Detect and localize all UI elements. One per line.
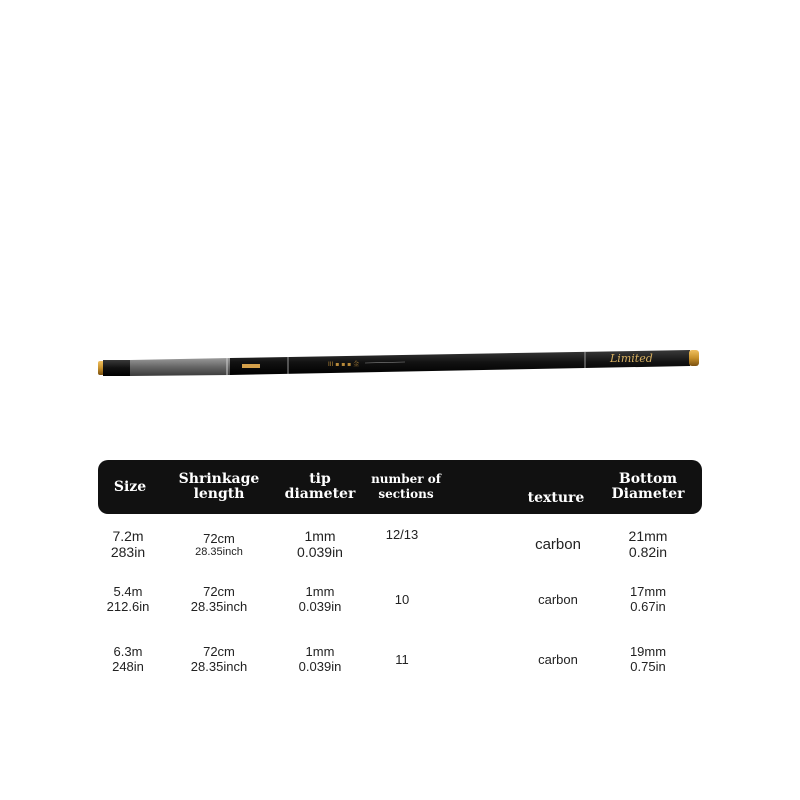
table-row — [98, 517, 702, 571]
rod-marking: III ▪ ▪ ▪ 金 — [328, 361, 360, 368]
cell-size: 6.3m 248in — [112, 644, 144, 674]
cell-tip-diameter: 1mm 0.039in — [298, 644, 342, 674]
table-row — [98, 572, 702, 626]
header-number-of-sections: number of sections — [371, 472, 441, 501]
rod-gold-label — [242, 364, 260, 368]
cell-sections: 12/13 — [385, 527, 419, 542]
cell-shrinkage-length: 72cm 28.35inch — [190, 644, 248, 674]
cell-bottom-diameter: 17mm 0.67in — [629, 584, 667, 614]
cell-sections: 11 — [395, 651, 409, 667]
table-body — [98, 514, 702, 744]
cell-sections: 10 — [394, 591, 410, 607]
cell-texture: carbon — [538, 651, 578, 667]
cell-texture: carbon — [535, 535, 581, 553]
rod-butt-section — [103, 360, 130, 376]
spec-table — [98, 460, 702, 744]
cell-shrinkage-length: 72cm 28.35inch — [195, 530, 243, 558]
cell-texture: carbon — [538, 591, 578, 607]
table-row — [98, 632, 702, 686]
rod-grip — [130, 358, 230, 376]
header-bottom-diameter: Bottom Diameter — [611, 471, 685, 502]
cell-size: 7.2m 283in — [110, 528, 146, 560]
header-texture: texture — [527, 489, 585, 506]
cell-tip-diameter: 1mm 0.039in — [298, 584, 342, 614]
header-tip-diameter: tip diameter — [284, 471, 356, 502]
cell-bottom-diameter: 19mm 0.75in — [629, 644, 667, 674]
table-header — [98, 460, 702, 514]
header-size: Size — [113, 478, 147, 495]
cell-shrinkage-length: 72cm 28.35inch — [190, 584, 248, 614]
cell-size: 5.4m 212.6in — [106, 584, 150, 614]
rod-tip-cap — [689, 350, 699, 366]
header-shrinkage-length: Shrinkage length — [178, 471, 260, 502]
cell-bottom-diameter: 21mm 0.82in — [628, 528, 668, 560]
fishing-rod-image — [90, 340, 710, 380]
cell-tip-diameter: 1mm 0.039in — [297, 528, 343, 560]
rod-brand-script: Limited — [610, 352, 653, 365]
